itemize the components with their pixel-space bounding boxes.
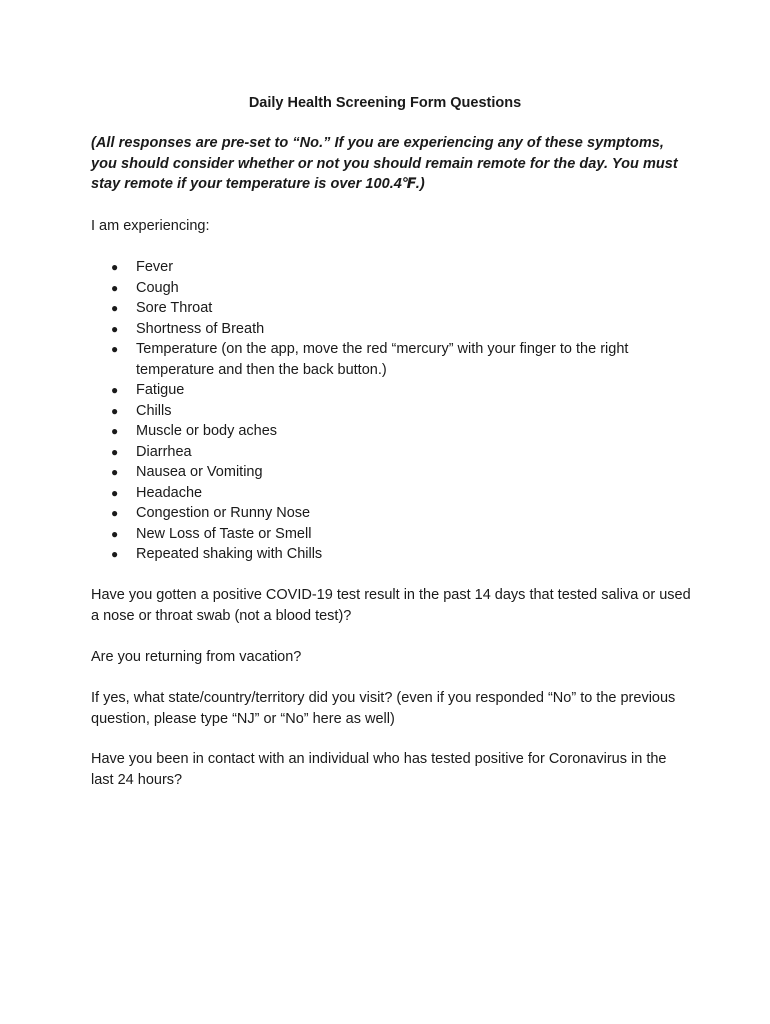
list-item bbox=[91, 421, 691, 442]
list-item-label: Diarrhea bbox=[136, 443, 192, 460]
list-item bbox=[91, 544, 691, 565]
bullet-icon: ● bbox=[111, 383, 119, 397]
list-item-label: Headache bbox=[136, 484, 203, 501]
list-item-label: Fatigue bbox=[136, 382, 185, 398]
question-covid-test: Have you gotten a positive COVID-19 test result in the past 14 days that tested saliva or used a nose or throat swab (not a blood test)? bbox=[91, 587, 691, 624]
bullet-icon: ● bbox=[111, 547, 119, 561]
list-item-label: Repeated shaking with Chills bbox=[136, 546, 323, 562]
question-vacation: Are you returning from vacation? bbox=[91, 649, 302, 665]
bullet-icon: ● bbox=[111, 342, 119, 356]
bullet-icon: ● bbox=[111, 321, 119, 336]
bullet-icon: ● bbox=[111, 465, 119, 479]
symptom-list bbox=[91, 257, 691, 565]
list-item-label: Nausea or Vomiting bbox=[136, 464, 263, 480]
bullet-icon: ● bbox=[111, 403, 119, 418]
list-item bbox=[91, 380, 691, 401]
list-item-label: Congestion or Runny Nose bbox=[136, 505, 311, 521]
list-item bbox=[91, 278, 691, 299]
question-location-visited: If yes, what state/country/territory did you visit? (even if you responded “No” to the previous question, please type “NJ” or “No” here as well) bbox=[91, 690, 676, 727]
list-item bbox=[91, 462, 691, 483]
bullet-icon: ● bbox=[111, 526, 119, 541]
list-item bbox=[91, 319, 691, 340]
list-item-label: Muscle or body aches bbox=[136, 423, 278, 439]
list-item bbox=[91, 401, 691, 422]
page-title: Daily Health Screening Form Questions bbox=[248, 95, 522, 111]
list-item-label: Shortness of Breath bbox=[136, 320, 265, 337]
bullet-icon: ● bbox=[111, 444, 119, 459]
bullet-icon: ● bbox=[111, 485, 119, 500]
question-contact-positive: Have you been in contact with an individual who has tested positive for Coronavirus in the last 24 hours? bbox=[91, 751, 667, 788]
list-item bbox=[91, 503, 691, 524]
list-item bbox=[91, 298, 691, 319]
bullet-icon: ● bbox=[111, 506, 119, 520]
list-item-label: New Loss of Taste or Smell bbox=[136, 525, 312, 542]
list-item bbox=[91, 483, 691, 504]
intro-note: (All responses are pre-set to “No.” If you are experiencing any of these symptoms, you should consider whether or not you should remain remote for the day. You must stay remote if your temperature is over 100.4℉.) bbox=[91, 135, 678, 192]
list-item-label: Cough bbox=[136, 279, 179, 296]
bullet-icon: ● bbox=[111, 424, 119, 438]
list-item-label: Fever bbox=[136, 259, 174, 275]
list-item bbox=[91, 524, 691, 545]
list-item-label: Sore Throat bbox=[136, 300, 213, 316]
list-item-label: Temperature (on the app, move the red “mercury” with your finger to the right temperature and then the back button.) bbox=[136, 341, 629, 378]
list-item bbox=[91, 339, 691, 380]
bullet-icon: ● bbox=[111, 301, 119, 315]
bullet-icon: ● bbox=[111, 280, 119, 295]
lead-text: I am experiencing: bbox=[91, 218, 210, 234]
list-item bbox=[91, 257, 691, 278]
bullet-icon: ● bbox=[111, 260, 119, 274]
list-item bbox=[91, 442, 691, 463]
list-item-label: Chills bbox=[136, 402, 172, 419]
